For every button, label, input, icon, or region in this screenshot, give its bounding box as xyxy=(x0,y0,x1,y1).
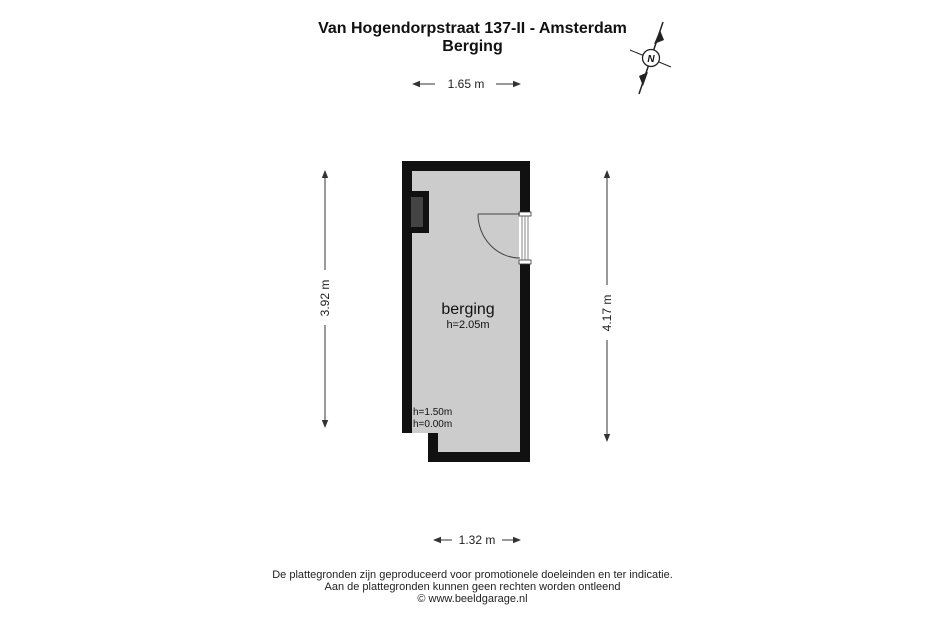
dimension-right xyxy=(600,171,614,441)
compass-label: N xyxy=(647,54,655,65)
dimension-top-label: 1.65 m xyxy=(447,77,485,91)
dimension-left xyxy=(318,171,332,427)
room-sloped-height-2: h=0.00m xyxy=(413,419,453,430)
room-sloped-height-1: h=1.50m xyxy=(413,407,453,418)
north-arrow-icon xyxy=(630,22,671,94)
copyright-line: © www.beeldgarage.nl xyxy=(417,593,528,605)
room-name: berging xyxy=(441,301,495,318)
disclaimer-line-1: De plattegronden zijn geproduceerd voor promotionele doeleinden en ter indicatie. xyxy=(272,569,673,581)
page-subtitle: Berging xyxy=(442,38,503,55)
shaft-inner xyxy=(411,197,423,227)
room-height: h=2.05m xyxy=(446,319,490,331)
dimension-left-label: 3.92 m xyxy=(318,279,332,317)
dimension-right-label: 4.17 m xyxy=(600,294,614,332)
dimension-bottom xyxy=(434,533,520,547)
page-title: Van Hogendorpstraat 137-II - Amsterdam xyxy=(318,20,627,37)
dimension-bottom-label: 1.32 m xyxy=(458,533,496,547)
dimension-top xyxy=(413,77,520,91)
disclaimer-line-2: Aan de plattegronden kunnen geen rechten worden ontleend xyxy=(324,581,621,593)
